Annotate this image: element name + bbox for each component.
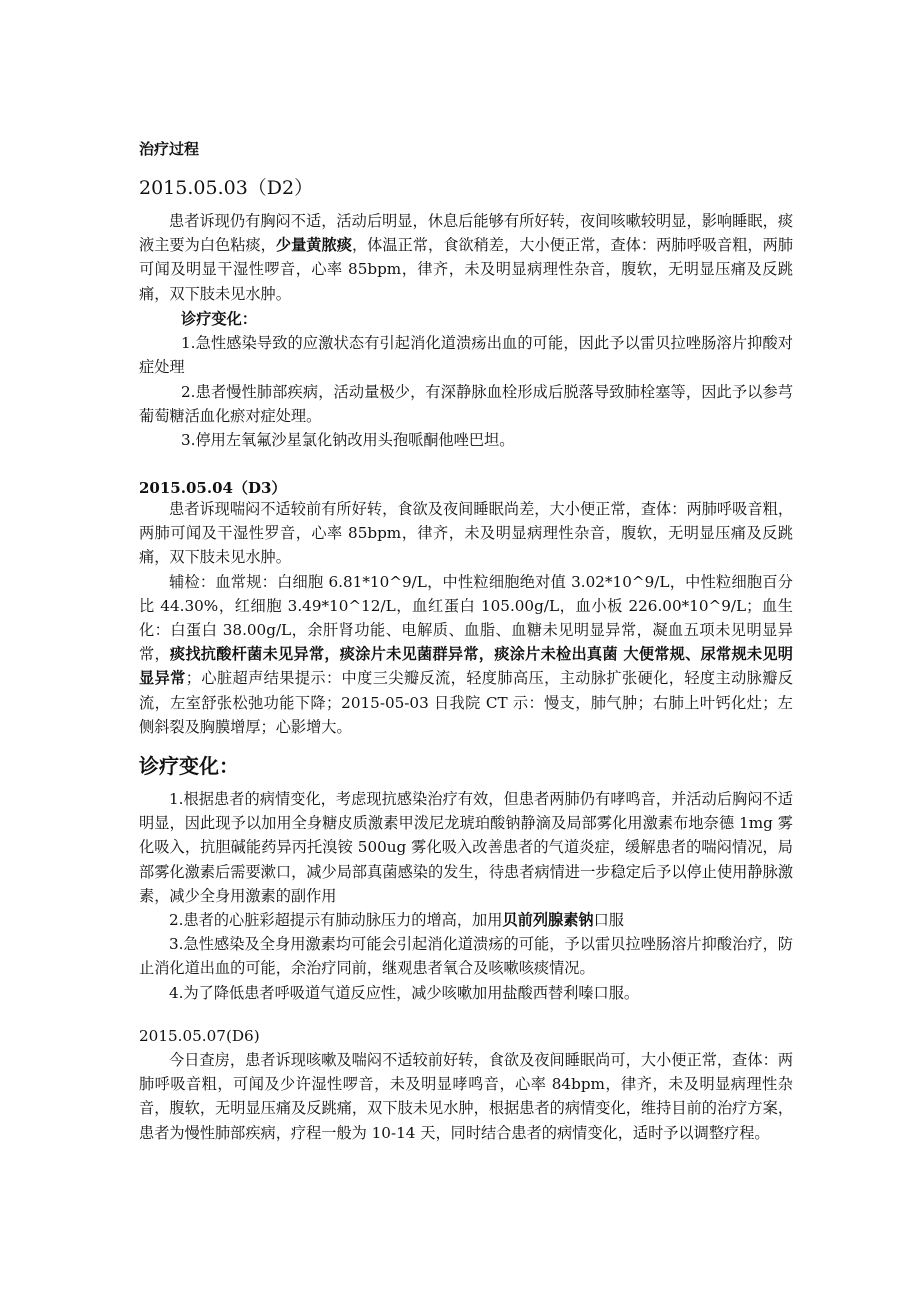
d3-item2-drug: 贝前列腺素钠 xyxy=(502,911,594,930)
d3-changes-title-block xyxy=(139,750,793,779)
d2-description-block xyxy=(139,209,793,306)
d3-change-item-3: 3.急性感染及全身用激素均可能会引起消化道溃疡的可能，予以雷贝拉唑肠溶片抑酸治疗，防止消化道出血的可能，余治疗同前，继观患者氧合及咳嗽咳痰情况。 xyxy=(139,935,793,978)
section-title: 治疗过程 xyxy=(139,140,200,158)
d2-desc-text-2: ，体温正常，食欲稍差，大小便正常，查体：两肺呼吸音粗，两肺可闻及明显干湿性啰音，心率 85bpm，律齐，未及明显病理性杂音，腹软，无明显压痛及反跳痛，双下肢未见水肿。 xyxy=(139,236,794,303)
d6-description: 今日查房，患者诉现咳嗽及喘闷不适较前好转，食欲及夜间睡眠尚可，大小便正常，查体：两肺呼吸音粗，可闻及少许湿性啰音，未及明显哮鸣音，心率 84bpm，律齐，未及明显病理性杂音，腹软，无明显压痛及反跳痛，双下肢未见水肿，根据患者的病情变化，维持目前的治疗方案，患者为慢性肺部疾病，疗程一般为 10-14 天，同时结合患者的病情变化，适时予以调整疗程。 xyxy=(139,1051,793,1142)
d3-aux-text-2: ；心脏超声结果提示：中度三尖瓣反流，轻度肺高压，主动脉扩张硬化，轻度主动脉瓣反流，左室舒张松弛功能下降；2015-05-03 日我院 CT 示：慢支，肺气肿；右肺上叶钙化灶；左侧斜裂及胸膜增厚；心影增大。 xyxy=(139,669,794,736)
d2-change-item-1: 1.急性感染导致的应激状态有引起消化道溃疡出血的可能，因此予以雷贝拉唑肠溶片抑酸对症处理 xyxy=(139,334,793,377)
d3-change-item-2 xyxy=(139,908,793,932)
d3-change-item-1: 1.根据患者的病情变化，考虑现抗感染治疗有效，但患者两肺仍有哮鸣音，并活动后胸闷不适明显，因此现予以加用全身糖皮质激素甲泼尼龙琥珀酸钠静滴及局部雾化用激素布地奈德 1mg 雾化吸入，抗胆碱能药异丙托溴铵 500ug 雾化吸入改善患者的气道炎症，缓解患者的喘闷情况，局部雾化激素后需要漱口，减少局部真菌感染的发生，待患者病情进一步稳定后予以停止使用静脉激素，减少全身用激素的副作用 xyxy=(139,790,793,905)
d3-changes-title: 诊疗变化： xyxy=(139,754,239,778)
d3-changes-block xyxy=(139,787,793,1005)
d2-desc-bold: 少量黄脓痰 xyxy=(275,236,352,255)
d2-change-item-2: 2.患者慢性肺部疾病，活动量极少，有深静脉血栓形成后脱落导致肺栓塞等，因此予以参芎葡萄糖活血化瘀对症处理。 xyxy=(139,382,793,425)
d3-auxiliary-exam xyxy=(139,570,793,739)
d3-date-block xyxy=(139,477,793,498)
d2-description xyxy=(139,209,793,306)
d2-changes-title: 诊疗变化： xyxy=(181,310,257,328)
d3-item2-text: 2.患者的心脏彩超提示有肺动脉压力的增高，加用 xyxy=(169,911,503,930)
d6-body-block xyxy=(139,1048,793,1145)
d3-description: 患者诉现喘闷不适较前有所好转，食欲及夜间睡眠尚差，大小便正常，查体：两肺呼吸音粗，两肺可闻及干湿性罗音，心率 85bpm，律齐，未及明显病理性杂音，腹软，无明显压痛及反跳痛，双下肢未见水肿。 xyxy=(139,500,793,567)
d3-date-heading: 2015.05.04（D3） xyxy=(139,479,287,497)
d3-body-block xyxy=(139,497,793,739)
d3-aux-text: 辅检：血常规：白细胞 6.81*10^9/L，中性粒细胞绝对值 3.02*10^9/L，中性粒细胞百分比 44.30%，红细胞 3.49*10^12/L，血红蛋白 105.00g/L，血小板 226.00*10^9/L；血生化：白蛋白 38.00g/L，余肝肾功能、电解质、血脂、血糖未见明显异常，凝血五项未见明显异常， xyxy=(139,572,793,664)
d2-changes-block xyxy=(139,307,793,452)
d3-change-item-4: 4.为了降低患者呼吸道气道反应性，减少咳嗽加用盐酸西替利嗪口服。 xyxy=(169,983,640,1002)
d6-date-block xyxy=(139,1024,793,1048)
d3-aux-bold: 痰找抗酸杆菌未见异常，痰涂片未见菌群异常，痰涂片未检出真菌 大便常规、尿常规未见明显异常 xyxy=(139,645,793,688)
d2-desc-text: 患者诉现仍有胸闷不适，活动后明显，休息后能够有所好转，夜间咳嗽较明显，影响睡眠，痰液主要为白色粘痰， xyxy=(139,212,793,255)
section-title-block xyxy=(139,138,793,159)
d2-date-block xyxy=(139,173,793,200)
d2-date-heading: 2015.05.03（D2） xyxy=(139,177,314,199)
d2-change-item-3: 3.停用左氧氟沙星氯化钠改用头孢哌酮他唑巴坦。 xyxy=(181,431,515,450)
d3-item2-route: 口服 xyxy=(593,911,624,930)
d6-date-heading: 2015.05.07(D6) xyxy=(139,1027,260,1045)
